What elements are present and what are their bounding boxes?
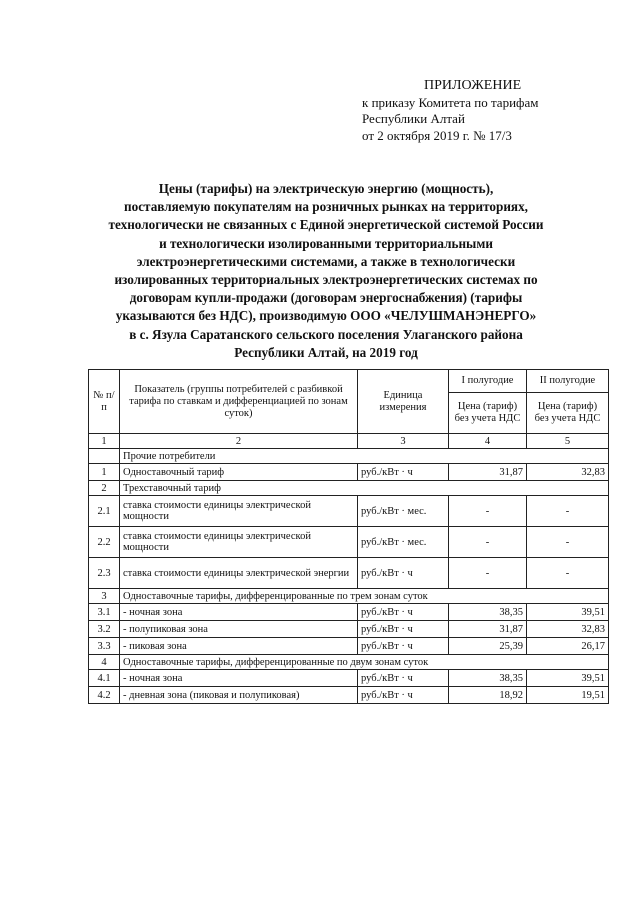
header-unit: Единица измерения [358,370,449,434]
title-line: изолированных территориальных электроэнергетических системах по [114,272,538,288]
row-value-h2: 39,51 [527,670,609,687]
row-value-h1: 31,87 [449,464,527,481]
row-unit: руб./кВт · ч [358,464,449,481]
appendix-line: от 2 октября 2019 г. № 17/3 [362,127,512,143]
header-half1: I полугодие [449,370,527,393]
row-value-h2: 32,83 [527,464,609,481]
row-value-h1: 31,87 [449,621,527,638]
row-value-h2: - [527,496,609,527]
row-num: 2.3 [89,558,120,589]
table-row [89,496,609,527]
row-value-h2: 32,83 [527,621,609,638]
table-row [89,527,609,558]
title-line: поставляемую покупателям на розничных рынках на территориях, [124,199,528,215]
row-value-h1: 38,35 [449,604,527,621]
row-name: Одноставочный тариф [120,464,358,481]
table-row [89,655,609,670]
row-name: ставка стоимости единицы электрической мощности [120,527,358,558]
header-price: Цена (тариф) без учета НДС [449,393,527,434]
title-line: в с. Язула Саратанского сельского поселения Улаганского района [129,326,523,342]
row-unit: руб./кВт · ч [358,687,449,704]
row-name: Одноставочные тарифы, дифференцированные по двум зонам суток [120,655,609,670]
table-row [89,621,609,638]
row-value-h1: - [449,527,527,558]
title-line: Республики Алтай, на 2019 год [234,344,418,360]
row-name: - ночная зона [120,604,358,621]
title-line: электроэнергетическими системами, а также в технологически [136,253,516,269]
consumer-group: Прочие потребители [120,449,609,464]
row-num: 3.3 [89,638,120,655]
appendix-heading: ПРИЛОЖЕНИЕ [424,78,522,93]
row-unit: руб./кВт · ч [358,638,449,655]
row-unit: руб./кВт · мес. [358,527,449,558]
row-value-h2: 19,51 [527,687,609,704]
row-name: ставка стоимости единицы электрической мощности [120,496,358,527]
table-row [89,464,609,481]
row-name: - пиковая зона [120,638,358,655]
table-row [89,481,609,496]
row-unit: руб./кВт · мес. [358,496,449,527]
column-number: 1 [89,434,120,449]
row-value-h1: - [449,558,527,589]
tariffs-table [88,369,609,704]
row-value-h2: 26,17 [527,638,609,655]
row-num: 3.2 [89,621,120,638]
row-unit: руб./кВт · ч [358,670,449,687]
table-row [89,670,609,687]
row-unit: руб./кВт · ч [358,558,449,589]
row-num: 2 [89,481,120,496]
appendix-line: Республики Алтай [362,111,465,126]
row-num: 4 [89,655,120,670]
appendix-block [362,78,538,144]
title-line: указываются без НДС), производимую ООО «ЧЕЛУШМАНЭНЕРГО» [115,308,537,324]
table-row [89,604,609,621]
row-value-h2: - [527,527,609,558]
row-num: 2.1 [89,496,120,527]
row-name: - полупиковая зона [120,621,358,638]
row-value-h1: 25,39 [449,638,527,655]
column-number: 4 [449,434,527,449]
column-number: 5 [527,434,609,449]
column-number: 3 [358,434,449,449]
header-price: Цена (тариф) без учета НДС [527,393,609,434]
row-num: 3 [89,589,120,604]
row-name: - ночная зона [120,670,358,687]
row-num: 2.2 [89,527,120,558]
row-num: 3.1 [89,604,120,621]
title-line: договорам купли-продажи (договорам энергоснабжения) (тарифы [129,290,523,306]
row-num: 1 [89,464,120,481]
row-value-h1: 18,92 [449,687,527,704]
row-unit: руб./кВт · ч [358,621,449,638]
column-number: 2 [120,434,358,449]
row-name: - дневная зона (пиковая и полупиковая) [120,687,358,704]
title-line: и технологически изолированными территориальными [159,235,493,251]
header-half2: II полугодие [527,370,609,393]
row-name: ставка стоимости единицы электрической энергии [120,558,358,589]
table-row [89,687,609,704]
row-name: Одноставочные тарифы, дифференцированные по трем зонам суток [120,589,609,604]
document-title [70,180,582,362]
table-row [89,558,609,589]
row-value-h1: 38,35 [449,670,527,687]
table-row [89,638,609,655]
table-row [89,589,609,604]
row-value-h2: - [527,558,609,589]
header-num: № п/п [89,370,120,434]
row-value-h2: 39,51 [527,604,609,621]
row-num: 4.1 [89,670,120,687]
row-value-h1: - [449,496,527,527]
row-num: 4.2 [89,687,120,704]
row-unit: руб./кВт · ч [358,604,449,621]
table-row [89,449,609,464]
appendix-line: к приказу Комитета по тарифам [362,94,539,110]
title-line: технологически не связанных с Единой энергетической системой России [108,217,544,233]
header-indicator: Показатель (группы потребителей с разбивкой тарифа по ставкам и дифференциацией по зонам суток) [120,370,358,434]
row-name: Трехставочный тариф [120,481,609,496]
title-line: Цены (тарифы) на электрическую энергию (мощность), [158,181,494,196]
